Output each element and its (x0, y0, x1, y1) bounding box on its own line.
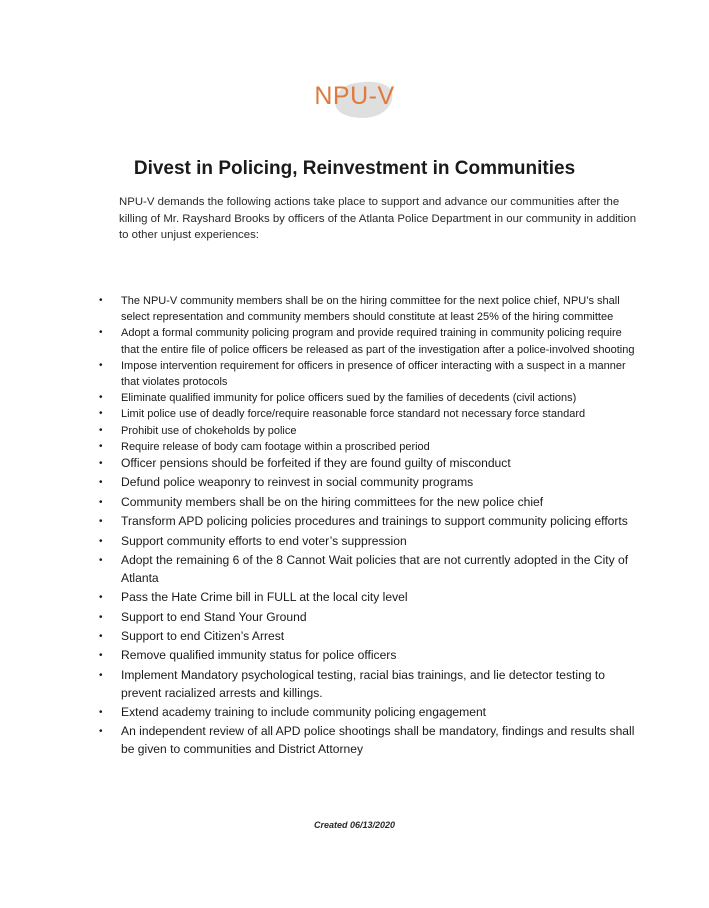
bullet-icon: • (99, 477, 103, 489)
list-item (99, 589, 639, 607)
list-item (99, 628, 639, 646)
list-item (99, 358, 639, 390)
list-item-text: Eliminate qualified immunity for police officers sued by the families of decedents (civil actions) (121, 392, 577, 405)
list-item (99, 513, 639, 531)
created-date: Created 06/13/2020 (313, 820, 396, 830)
list-item (99, 533, 639, 551)
list-item-text: Support to end Citizen’s Arrest (121, 628, 285, 643)
bullet-icon: • (99, 408, 103, 420)
list-item-text: Transform APD policing policies procedures and trainings to support community policing efforts (121, 514, 628, 529)
list-item (99, 474, 639, 492)
bullet-icon: • (99, 592, 103, 604)
bullet-icon: • (99, 392, 103, 404)
list-item (99, 390, 639, 406)
bullet-icon: • (99, 535, 103, 547)
list-item-text: Defund police weaponry to reinvest in social community programs (121, 475, 474, 490)
list-item (99, 325, 639, 357)
bullet-icon: • (99, 726, 103, 738)
bullet-icon: • (99, 496, 103, 508)
list-item-text: Adopt the remaining 6 of the 8 Cannot Wait policies that are not currently adopted in the City of Atlanta (121, 552, 629, 585)
intro-paragraph: NPU-V demands the following actions take place to support and advance our communities after the killing of Mr. Rayshard Brooks by officers of the Atlanta Police Department in our community in addition to other unjust experiences: (119, 196, 637, 241)
list-item-text: Support community efforts to end voter’s suppression (121, 533, 407, 548)
logo-text: NPU-V (314, 82, 395, 110)
list-item (99, 609, 639, 627)
list-item (99, 647, 639, 665)
bullet-icon: • (99, 440, 103, 452)
bullet-icon: • (99, 669, 103, 681)
bullet-icon: • (99, 706, 103, 718)
list-item-text: Support to end Stand Your Ground (121, 609, 307, 624)
list-item-text: Impose intervention requirement for officers in presence of officer interacting with a suspect in a manner that violates protocols (121, 359, 626, 389)
bullet-icon: • (99, 554, 103, 566)
bullet-icon: • (99, 327, 103, 339)
list-item-text: An independent review of all APD police shootings shall be mandatory, findings and results shall be given to communities and District Attorney (121, 724, 635, 757)
list-item-text: Pass the Hate Crime bill in FULL at the local city level (121, 590, 408, 605)
list-item (99, 293, 639, 325)
list-item-text: Remove qualified immunity status for police officers (121, 648, 397, 663)
list-item (99, 439, 639, 455)
list-item-text: Prohibit use of chokeholds by police (121, 424, 297, 437)
bullet-icon: • (99, 295, 103, 306)
bullet-icon: • (99, 650, 103, 662)
list-item-text: Require release of body cam footage within a proscribed period (121, 440, 430, 453)
npu-v-logo (0, 78, 709, 118)
bullet-icon: • (99, 630, 103, 642)
list-item (99, 423, 639, 439)
bullet-icon: • (99, 516, 103, 528)
list-item-text: Limit police use of deadly force/require reasonable force standard not necessary force standard (121, 408, 586, 421)
list-item (99, 552, 639, 588)
list-item (99, 723, 639, 759)
list-item (99, 667, 639, 703)
list-item (99, 494, 639, 512)
list-item-text: Community members shall be on the hiring committees for the new police chief (121, 494, 544, 509)
bullet-icon: • (99, 458, 103, 470)
list-item (99, 704, 639, 722)
list-item-text: Adopt a formal community policing program and provide required training in community policing require that the entire file of police officers be released as part of the investigation after a police-involved shooting (121, 327, 635, 356)
list-item-text: Extend academy training to include community policing engagement (121, 704, 487, 719)
list-item (99, 406, 639, 422)
list-item (99, 455, 639, 473)
demands-list (99, 293, 639, 761)
list-item-text: Implement Mandatory psychological testing, racial bias trainings, and lie detector testing to prevent racialized arrests and killings. (121, 667, 606, 700)
bullet-icon: • (99, 359, 103, 371)
bullet-icon: • (99, 424, 103, 436)
bullet-icon: • (99, 611, 103, 623)
list-item-text: Officer pensions should be forfeited if they are found guilty of misconduct (121, 456, 511, 471)
list-item-text: The NPU-V community members shall be on the hiring committee for the next police chief, NPU’s shall select representation and community members should constitute at least 25% of the hiring committee (121, 295, 620, 324)
page-title: Divest in Policing, Reinvestment in Communities (133, 158, 576, 179)
